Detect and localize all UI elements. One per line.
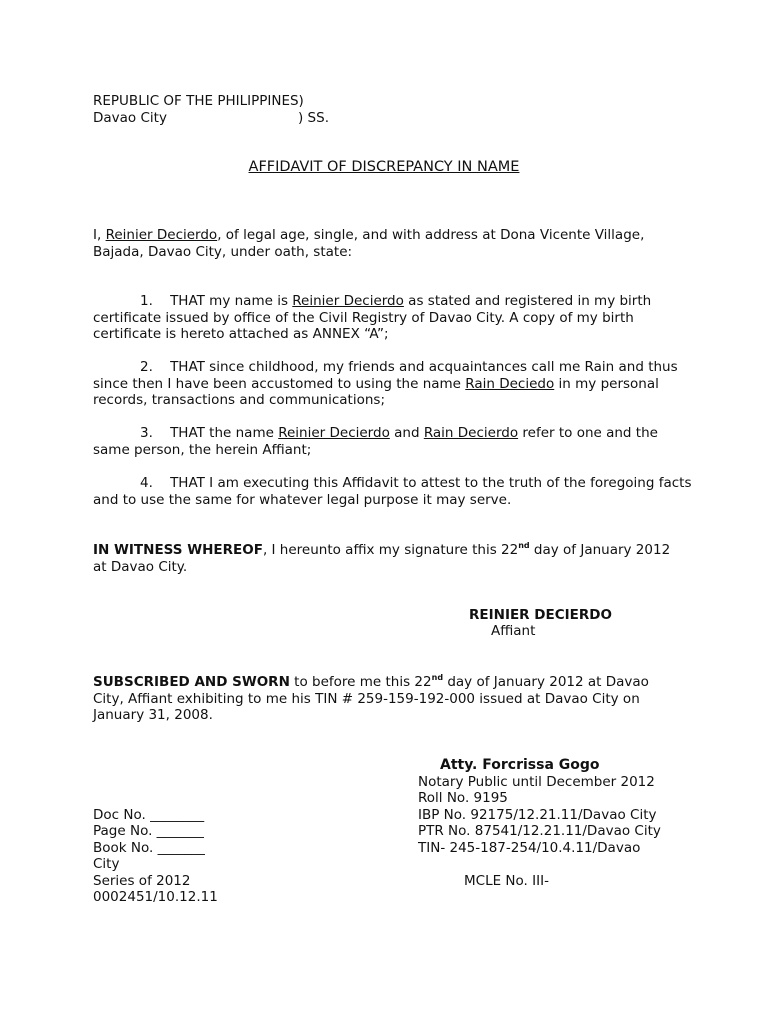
intro-paragraph: I, Reinier Decierdo, of legal age, single, and with address at Dona Vicente Village, Bajada, Davao City, under oath, state:: [93, 227, 645, 260]
caption-city: Davao City: [93, 110, 167, 126]
notary-commission: Notary Public until December 2012: [418, 774, 655, 790]
item-number: 2.: [140, 359, 153, 375]
item-number: 1.: [140, 293, 153, 309]
jurat-paragraph: SUBSCRIBED AND SWORN to before me this 22nd day of January 2012 at Davao City, Affiant exhibiting to me his TIN # 259-159-192-000 issued at Davao City on January 31, 2008.: [93, 673, 649, 723]
series-year: Series of 2012: [93, 873, 191, 889]
notary-roll: Roll No. 9195: [418, 790, 508, 806]
witness-paragraph: IN WITNESS WHEREOF, I hereunto affix my signature this 22nd day of January 2012 at Davao City.: [93, 541, 671, 575]
item-number: 3.: [140, 425, 153, 441]
item-number: 4.: [140, 475, 153, 491]
affiant-label: Affiant: [491, 623, 536, 639]
notary-tin-city: City: [93, 856, 120, 872]
notary-ptr: PTR No. 87541/12.21.11/Davao City: [418, 823, 661, 839]
doc-number: Doc No. ________: [93, 807, 205, 823]
affiant-name: Reinier Decierdo: [105, 227, 218, 243]
affiant-signature-name: REINIER DECIERDO: [469, 607, 612, 623]
list-item: 2. THAT since childhood, my friends and acquaintances call me Rain and thus since then I have been accustomed to using the name Rain Deciedo in my personal records, transactions and communications;: [93, 359, 678, 408]
book-number: Book No. _______: [93, 840, 205, 856]
page-number: Page No. _______: [93, 823, 204, 839]
document-title: AFFIDAVIT OF DISCREPANCY IN NAME: [248, 159, 520, 175]
list-item: 3. THAT the name Reinier Decierdo and Rain Decierdo refer to one and the same person, the herein Affiant;: [93, 425, 658, 458]
notary-name: Atty. Forcrissa Gogo: [440, 757, 600, 773]
list-item: 1. THAT my name is Reinier Decierdo as stated and registered in my birth certificate issued by office of the Civil Registry of Davao City. A copy of my birth certificate is hereto attached as ANNEX “A”;: [93, 293, 652, 342]
notary-tin: TIN- 245-187-254/10.4.11/Davao: [418, 840, 641, 856]
notary-mcle-number: 0002451/10.12.11: [93, 889, 218, 905]
notary-ibp: IBP No. 92175/12.21.11/Davao City: [418, 807, 657, 823]
caption-ss: ) SS.: [298, 110, 329, 126]
notary-mcle: MCLE No. III-: [464, 873, 549, 889]
list-item: 4. THAT I am executing this Affidavit to attest to the truth of the foregoing facts and to use the same for whatever legal purpose it may serve.: [93, 475, 692, 508]
caption-republic: REPUBLIC OF THE PHILIPPINES): [93, 93, 304, 109]
